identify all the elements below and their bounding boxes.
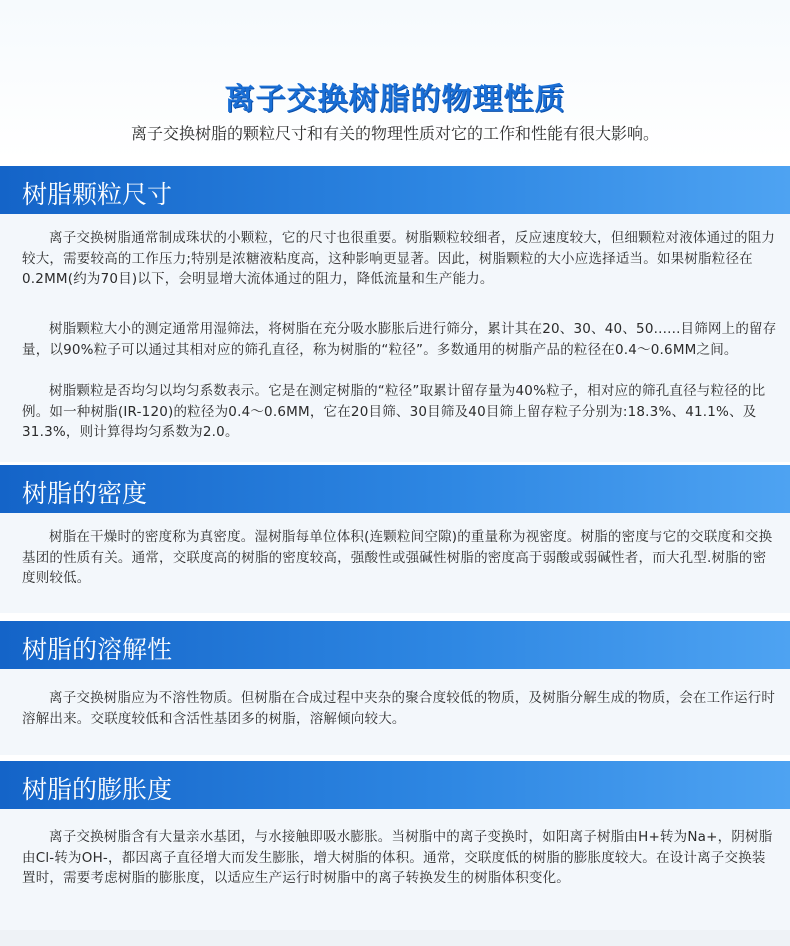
paragraph: 树脂在干燥时的密度称为真密度。湿树脂每单位体积(连颗粒间空隙)的重量称为视密度。树脂的密度与它的交联度和交换基团的性质有关。通常，交联度高的树脂的密度较高，强酸性或强碱性树脂的密度高于弱酸或弱碱性者，而大孔型.树脂的密度则较低。 xyxy=(22,529,773,586)
section-banner-particle-size xyxy=(0,166,790,214)
paragraph: 树脂颗粒大小的测定通常用湿筛法，将树脂在充分吸水膨胀后进行筛分，累计其在20、30、40、50......目筛网上的留存量，以90%粒子可以通过其相对应的筛孔直径，称为树脂的“粒径”。多数通用的树脂产品的粒径在0.4～0.6MM之间。 xyxy=(22,321,777,358)
section-title: 树脂的膨胀度 xyxy=(22,775,173,804)
page-title: 离子交换树脂的物理性质 xyxy=(224,82,566,117)
section-banner-swelling xyxy=(0,761,790,809)
section-title: 树脂的溶解性 xyxy=(22,635,173,664)
paragraph: 树脂颗粒是否均匀以均匀系数表示。它是在测定树脂的“粒径”取累计留存量为40%粒子，相对应的筛孔直径与粒径的比例。如一种树脂(IR-120)的粒径为0.4～0.6MM，它在20目筛、30目筛及40目筛上留存粒子分别为:18.3%、41.1%、及31.3%，则计算得均匀系数为2.0。 xyxy=(22,383,766,440)
section-title: 树脂颗粒尺寸 xyxy=(22,180,173,209)
paragraph: 离子交换树脂含有大量亲水基团，与水接触即吸水膨胀。当树脂中的离子变换时，如阳离子树脂由H+转为Na+，阴树脂由Cl-转为OH-，都因离子直径增大而发生膨胀，增大树脂的体积。通常，交联度低的树脂的膨胀度较大。在设计离子交换装置时，需要考虑树脂的膨胀度，以适应生产运行时树脂中的离子转换发生的树脂体积变化。 xyxy=(22,829,773,886)
paragraph: 离子交换树脂通常制成珠状的小颗粒，它的尺寸也很重要。树脂颗粒较细者，反应速度较大，但细颗粒对液体通过的阻力较大，需要较高的工作压力;特别是浓糖液粘度高，这种影响更显著。因此，树脂颗粒的大小应选择适当。如果树脂粒径在0.2MM(约为70目)以下，会明显增大流体通过的阻力，降低流量和生产能力。 xyxy=(22,230,776,287)
section-banner-density xyxy=(0,465,790,513)
section-title: 树脂的密度 xyxy=(22,479,148,508)
section-banner-solubility xyxy=(0,621,790,669)
paragraph: 离子交换树脂应为不溶性物质。但树脂在合成过程中夹杂的聚合度较低的物质，及树脂分解生成的物质，会在工作运行时溶解出来。交联度较低和含活性基团多的树脂，溶解倾向较大。 xyxy=(22,690,776,727)
page-subtitle: 离子交换树脂的颗粒尺寸和有关的物理性质对它的工作和性能有很大影响。 xyxy=(130,124,659,143)
footer-strip xyxy=(0,930,790,946)
